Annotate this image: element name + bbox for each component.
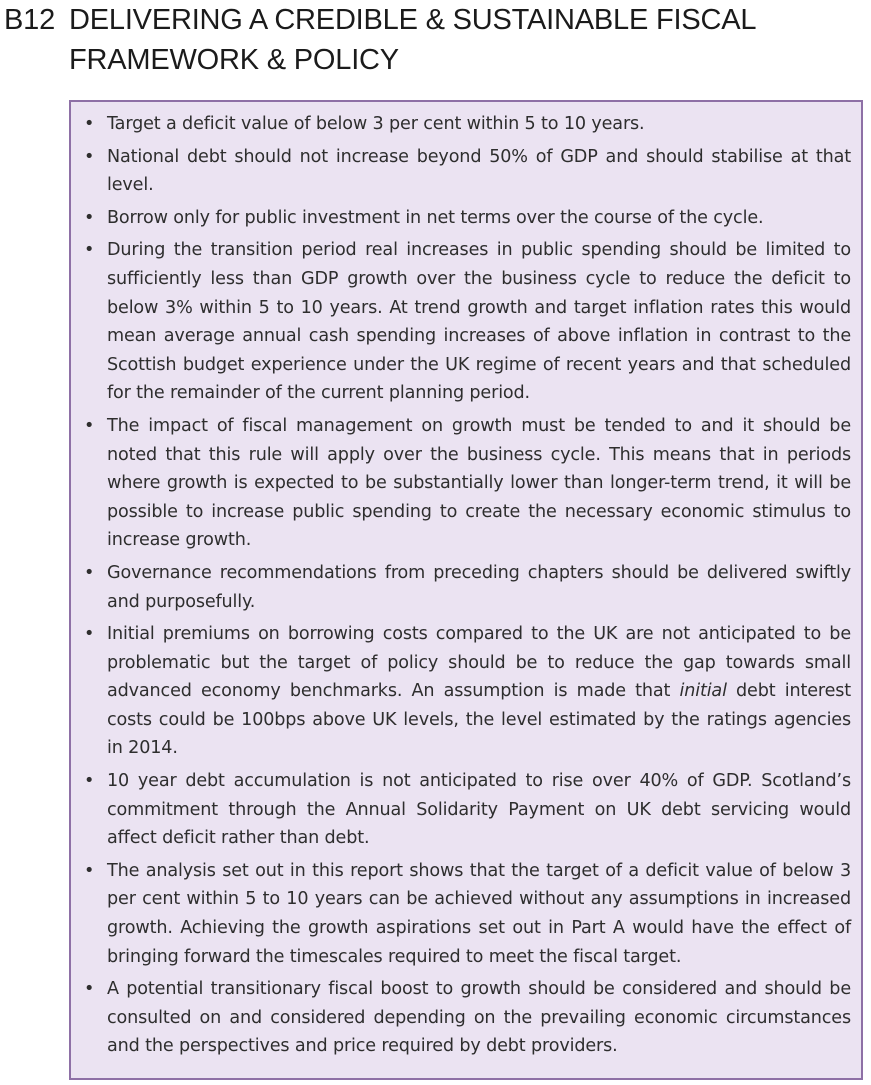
list-item	[71, 236, 861, 408]
list-item-text: Target a deficit value of below 3 per cent within 5 to 10 years.	[107, 114, 645, 134]
list-item	[71, 767, 861, 853]
bullet-icon: •	[84, 624, 95, 645]
list-item-text: 10 year debt accumulation is not anticipated to rise over 40% of GDP. Scotland’s commitment through the Annual Solidarity Payment on UK debt servicing would affect deficit rather than debt.	[107, 771, 851, 849]
recommendations-box	[69, 100, 863, 1080]
bullet-icon: •	[84, 114, 95, 134]
bullet-icon: •	[84, 415, 95, 436]
list-item	[71, 559, 861, 616]
list-item-text: During the transition period real increases in public spending should be limited to sufficiently less than GDP growth over the business cycle to reduce the deficit to below 3% within 5 to 10 years. At trend growth and target inflation rates this would mean average annual cash spending increases of above inflation in contrast to the Scottish budget experience under the UK regime of recent years and that scheduled for the remainder of the current planning period.	[107, 240, 851, 404]
list-item	[71, 412, 861, 555]
list-item	[71, 204, 861, 233]
section-title: DELIVERING A CREDIBLE & SUSTAINABLE FISCAL FRAMEWORK & POLICY	[69, 4, 756, 76]
bullet-icon: •	[84, 562, 95, 583]
recommendations-list	[71, 110, 861, 1065]
list-item-text: The analysis set out in this report shows that the target of a deficit value of below 3 per cent within 5 to 10 years can be achieved without any assumptions in increased growth. Achieving the growth aspirations set out in Part A would have the effect of bringing forward the timescales required to meet the fiscal target.	[107, 860, 851, 967]
list-item	[71, 857, 861, 971]
bullet-icon: •	[84, 860, 95, 881]
list-item-text: Governance recommendations from preceding chapters should be delivered swiftly and purposefully.	[107, 562, 851, 612]
bullet-icon: •	[84, 207, 95, 228]
list-item	[71, 975, 861, 1061]
list-item-text: Initial premiums on borrowing costs compared to the UK are not anticipated to be problematic but the target of policy should be to reduce the gap towards small advanced economy benchmarks. An assumption is made that initial debt interest costs could be 100bps above UK levels, the level estimated by the ratings agencies in 2014.	[107, 624, 852, 759]
list-item	[71, 143, 861, 200]
bullet-icon: •	[84, 979, 95, 1000]
list-item-text: Borrow only for public investment in net terms over the course of the cycle.	[107, 207, 764, 228]
bullet-icon: •	[84, 240, 95, 261]
list-item	[71, 620, 861, 763]
section-number: B12	[4, 4, 55, 36]
bullet-icon: •	[84, 771, 95, 792]
list-item-text: A potential transitionary fiscal boost to growth should be considered and should be consulted on and considered depending on the prevailing economic circumstances and the perspectives and price required by debt providers.	[107, 979, 851, 1057]
list-item	[71, 110, 861, 139]
list-item-text: The impact of fiscal management on growth must be tended to and it should be noted that this rule will apply over the business cycle. This means that in periods where growth is expected to be substantially lower than longer-term trend, it will be possible to increase public spending to create the necessary economic stimulus to increase growth.	[107, 415, 851, 551]
list-item-text: National debt should not increase beyond 50% of GDP and should stabilise at that level.	[107, 146, 851, 196]
bullet-icon: •	[84, 146, 95, 167]
